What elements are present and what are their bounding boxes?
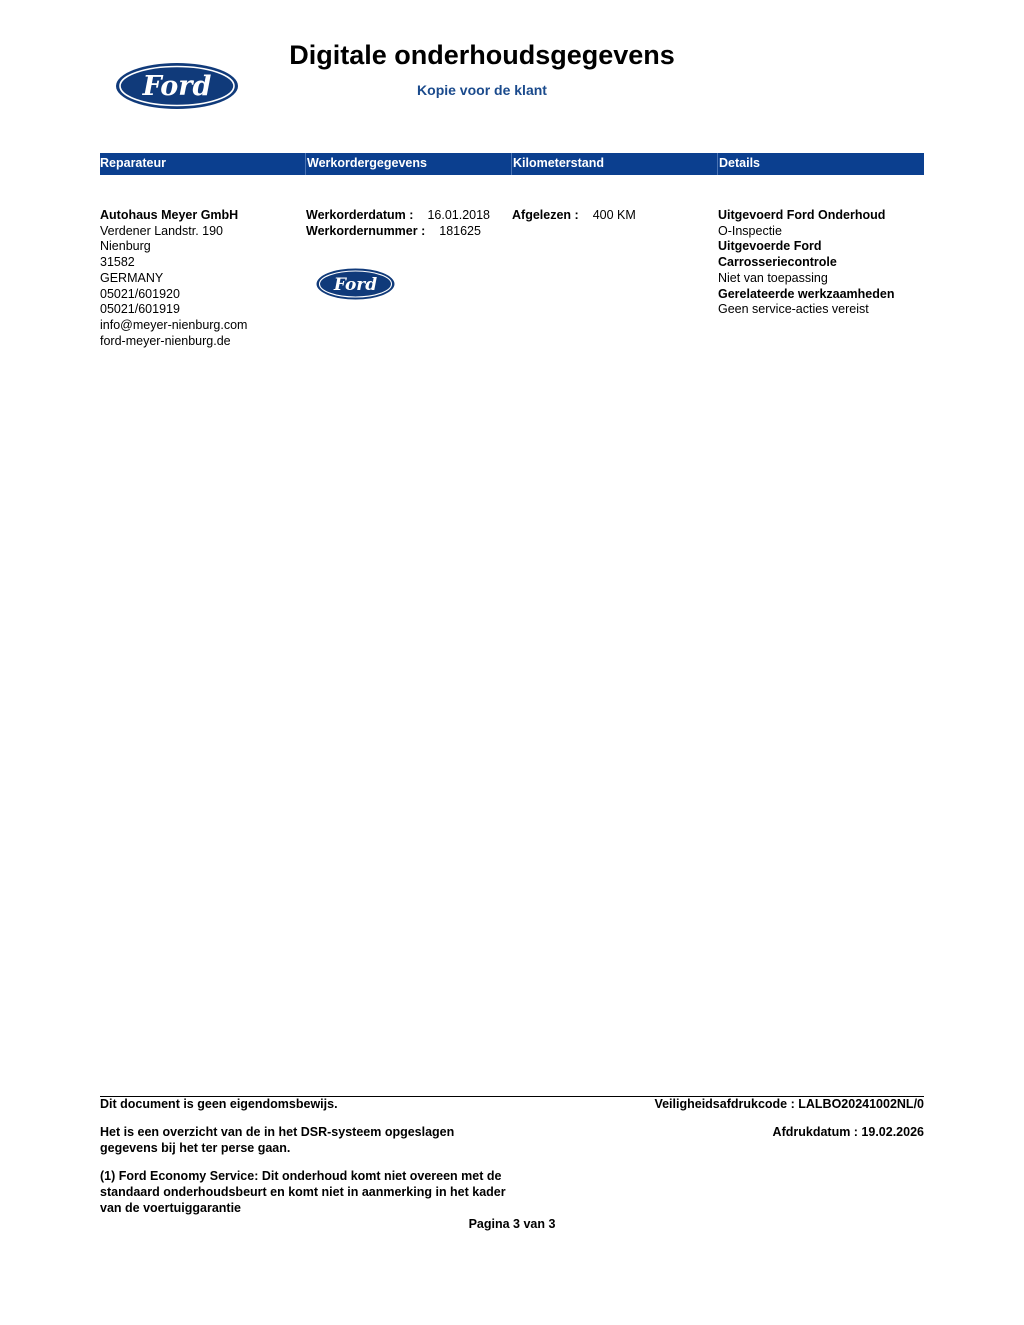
mileage-label: Afgelezen : — [512, 208, 579, 222]
svg-text:Ford: Ford — [333, 275, 378, 295]
related-work-value: Geen service-acties vereist — [718, 302, 869, 317]
column-header-mileage: Kilometerstand — [511, 153, 718, 175]
page-number: Pagina 3 van 3 — [468, 1217, 556, 1231]
work-order-date-row — [306, 208, 506, 224]
repairer-column — [100, 208, 300, 349]
mileage-column — [512, 208, 712, 224]
ownership-note: Dit document is geen eigendomsbewijs. — [100, 1097, 338, 1111]
overview-note — [100, 1124, 620, 1156]
repairer-email: info@meyer-nienburg.com — [100, 317, 248, 332]
work-order-date-value: 16.01.2018 — [427, 208, 490, 222]
repairer-country: GERMANY — [100, 270, 164, 285]
body-check-heading-1: Uitgevoerde Ford — [718, 239, 822, 254]
table-header-bar — [100, 153, 924, 175]
overview-note-line: gegevens bij het ter perse gaan. — [100, 1141, 291, 1155]
work-order-date-label: Werkorderdatum : — [306, 208, 414, 222]
ford-logo-small — [316, 268, 395, 300]
details-column — [718, 208, 924, 318]
repairer-city: Nienburg — [100, 239, 151, 254]
column-header-details: Details — [717, 153, 925, 175]
repairer-phone: 05021/601920 — [100, 286, 180, 301]
mileage-row — [512, 208, 712, 224]
work-order-column — [306, 208, 506, 239]
economy-service-note — [100, 1168, 640, 1216]
related-work-heading: Gerelateerde werkzaamheden — [718, 286, 895, 301]
repairer-postcode: 31582 — [100, 255, 135, 270]
page-subtitle: Kopie voor de klant — [417, 82, 547, 98]
page-title: Digitale onderhoudsgegevens — [289, 40, 675, 70]
body-check-value: Niet van toepassing — [718, 270, 828, 285]
economy-note-line: (1) Ford Economy Service: Dit onderhoud komt niet overeen met de — [100, 1169, 502, 1183]
body-check-heading-2: Carrosseriecontrole — [718, 255, 837, 270]
economy-note-line: van de voertuiggarantie — [100, 1201, 242, 1215]
security-code: Veiligheidsafdrukcode : LALBO20241002NL/0 — [654, 1097, 924, 1111]
repairer-fax: 05021/601919 — [100, 302, 180, 317]
work-order-number-row — [306, 224, 506, 240]
column-header-work-order: Werkordergegevens — [305, 153, 512, 175]
work-order-number-label: Werkordernummer : — [306, 223, 426, 238]
service-heading: Uitgevoerd Ford Onderhoud — [718, 208, 886, 222]
mileage-value: 400 KM — [592, 208, 636, 222]
repairer-street: Verdener Landstr. 190 — [100, 223, 224, 238]
service-value: O-Inspectie — [718, 223, 782, 238]
overview-note-line: Het is een overzicht van de in het DSR-systeem opgeslagen — [100, 1125, 455, 1139]
svg-text:Ford: Ford — [142, 71, 212, 102]
repairer-website: ford-meyer-nienburg.de — [100, 333, 231, 348]
economy-note-line: standaard onderhoudsbeurt en komt niet in aanmerking in het kader — [100, 1185, 506, 1199]
work-order-number-value: 181625 — [439, 223, 481, 238]
ford-logo — [115, 62, 239, 110]
print-date: Afdrukdatum : 19.02.2026 — [772, 1125, 924, 1139]
column-header-repairer: Reparateur — [100, 156, 166, 170]
repairer-name: Autohaus Meyer GmbH — [100, 208, 239, 222]
